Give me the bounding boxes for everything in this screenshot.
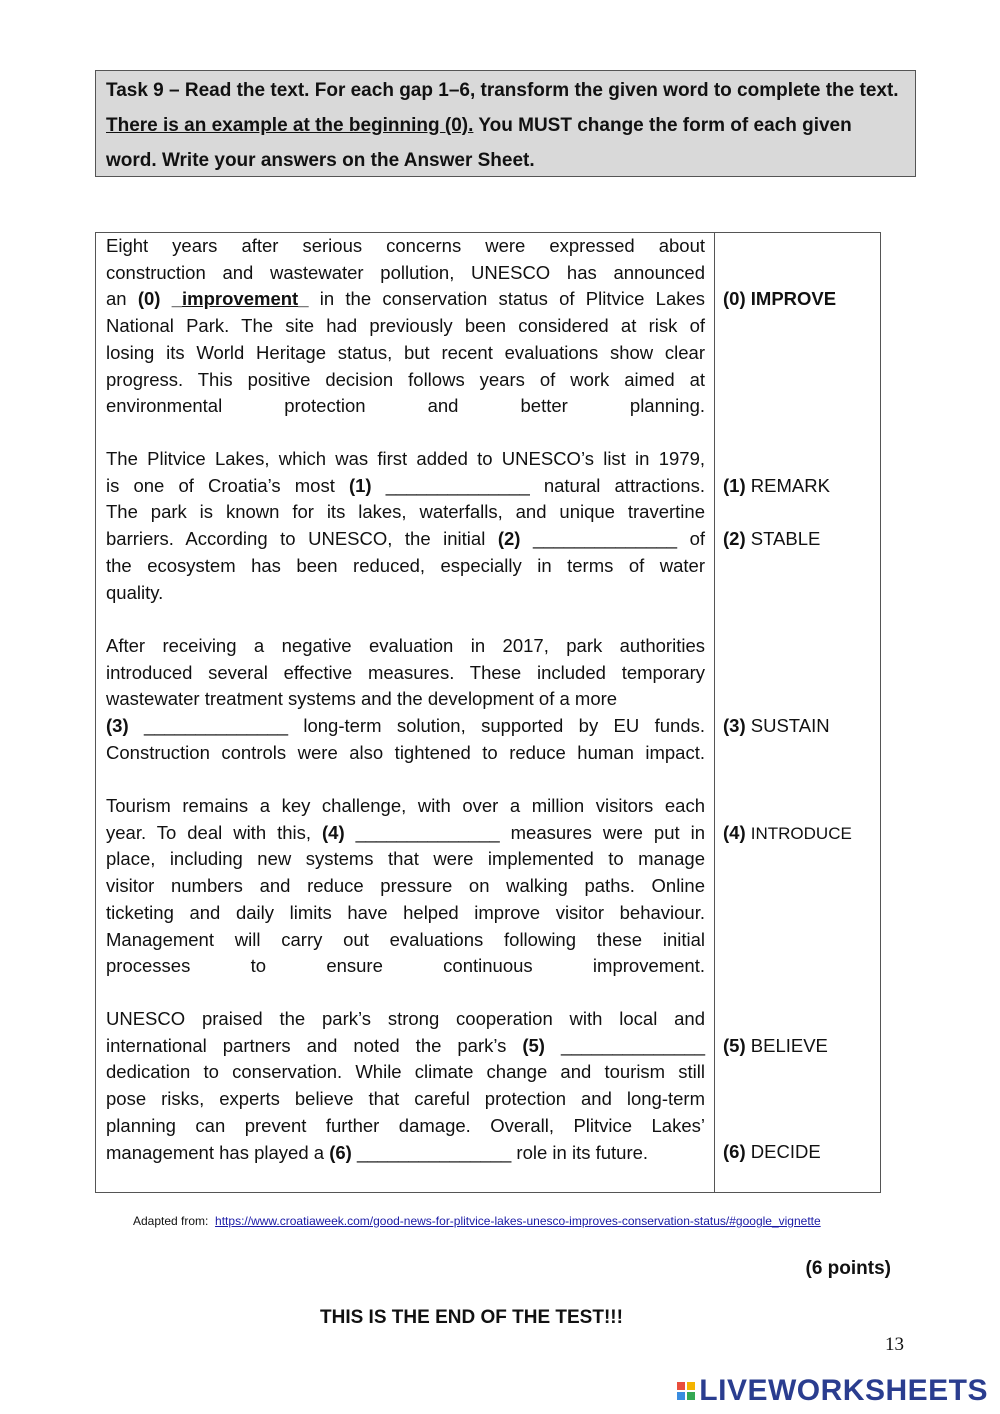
task-text-part1: Task 9 – Read the text. For each gap 1–6, transform the given word to complete the text. [106,80,899,101]
paragraph-5 [106,1006,705,1166]
word-cue-1: (1) REMARK [723,475,830,496]
source-attribution [133,1214,821,1228]
source-label: Adapted from: [133,1214,209,1228]
gap-1-blank[interactable]: ______________ [385,474,530,496]
gap-line-5: international partners and noted the park’s (5) ______________ [106,1033,705,1060]
word-cue-3: (3) SUSTAIN [723,715,830,736]
liveworksheets-logo [677,1374,988,1408]
gap-marker-4: (4) [322,821,345,843]
text-line: UNESCO praised the park’s strong cooperation with local and [106,1008,705,1029]
text-line: place, including new systems that were implemented to manage [106,848,705,870]
gap-line-6: management has played a (6) _______________ role in its future. [106,1140,705,1167]
gap-4-blank[interactable]: ______________ [355,821,500,843]
gap-6-blank[interactable]: _______________ [356,1141,512,1163]
text-line: the ecosystem has been reduced, especially in terms of water [106,554,705,576]
gap-line-4: year. To deal with this, (4) ______________ measures were put in [106,820,705,847]
exercise-table [95,232,881,1193]
text-line: construction and wastewater pollution, UNESCO has announced [106,261,705,283]
text-line: Tourism remains a key challenge, with over a million visitors each [106,795,705,816]
task-text-underlined: There is an example at the beginning (0). [106,115,474,136]
paragraph-2 [106,446,705,606]
example-line: an (0) _improvement_ in the conservation status of Plitvice Lakes [106,288,706,310]
word-cue-6: (6) DECIDE [723,1141,821,1162]
logo-icon [677,1382,695,1400]
gap-marker-2: (2) [497,528,521,550]
text-line: quality. [106,581,164,603]
text-line: After receiving a negative evaluation in 2017, park authorities [106,635,705,656]
text-line: visitor numbers and reduce pressure on walking paths. Online [106,875,705,897]
text-line: introduced several effective measures. These included temporary [106,661,705,683]
text-line: processes to ensure continuous improvement. [106,955,705,977]
text-line: Management will carry out evaluations following these initial [106,928,705,950]
text-line: pose risks, experts believe that careful protection and long-term [106,1088,705,1110]
text-line: The Plitvice Lakes, which was first added to UNESCO’s list in 1979, [106,448,705,469]
end-of-test: THIS IS THE END OF THE TEST!!! [320,1307,623,1328]
text-line: progress. This positive decision follows years of work aimed at [106,368,705,390]
word-cue-4: (4) INTRODUCE [723,822,852,843]
task-text-part2: You MUST change the form of each given word. Write your answers on the Answer Sheet. [106,115,852,171]
example-answer: _improvement_ [171,288,309,310]
gap-marker-0: (0) [137,288,161,310]
task-instructions [95,70,916,177]
text-line: losing its World Heritage status, but recent evaluations show clear [106,341,705,363]
gap-marker-5: (5) [522,1034,545,1056]
gap-line-1: is one of Croatia’s most (1) ______________ natural attractions. [106,473,705,500]
text-line: Eight years after serious concerns were expressed about [106,235,705,256]
word-cue-5: (5) BELIEVE [723,1035,828,1056]
source-link[interactable]: https://www.croatiaweek.com/good-news-for-plitvice-lakes-unesco-improves-conservation-status/#google_vignette [215,1214,821,1228]
gap-line-3: (3) ______________ long-term solution, supported by EU funds. [106,713,705,740]
text-line: Construction controls were also tightened to reduce human impact. [106,741,705,763]
gap-marker-3: (3) [106,715,129,737]
gap-marker-6: (6) [329,1141,352,1163]
text-line: ticketing and daily limits have helped improve visitor behaviour. [106,901,705,923]
word-cue-2: (2) STABLE [723,528,821,549]
text-line: planning can prevent further damage. Overall, Plitvice Lakes’ [106,1114,705,1136]
column-divider [714,233,715,1192]
points-label: (6 points) [805,1258,891,1279]
text-line: The park is known for its lakes, waterfalls, and unique travertine [106,501,705,523]
paragraph-4 [106,793,705,980]
text-line: National Park. The site had previously been considered at risk of [106,315,705,337]
text-line: environmental protection and better planning. [106,395,705,417]
text-line: wastewater treatment systems and the development of a more [106,688,618,710]
word-cue-0: (0) IMPROVE [723,288,837,309]
gap-5-blank[interactable]: ______________ [560,1034,705,1056]
gap-2-blank[interactable]: ______________ [533,528,678,550]
gap-line-2: barriers. According to UNESCO, the initial (2) ______________ of [106,526,705,553]
gap-3-blank[interactable]: ______________ [143,715,289,737]
gap-marker-1: (1) [348,474,372,496]
brand-text: LIVEWORKSHEETS [699,1374,988,1407]
paragraph-1 [106,233,705,420]
paragraph-3 [106,633,705,767]
text-line: dedication to conservation. While climate change and tourism still [106,1061,705,1083]
page-number: 13 [885,1334,904,1355]
